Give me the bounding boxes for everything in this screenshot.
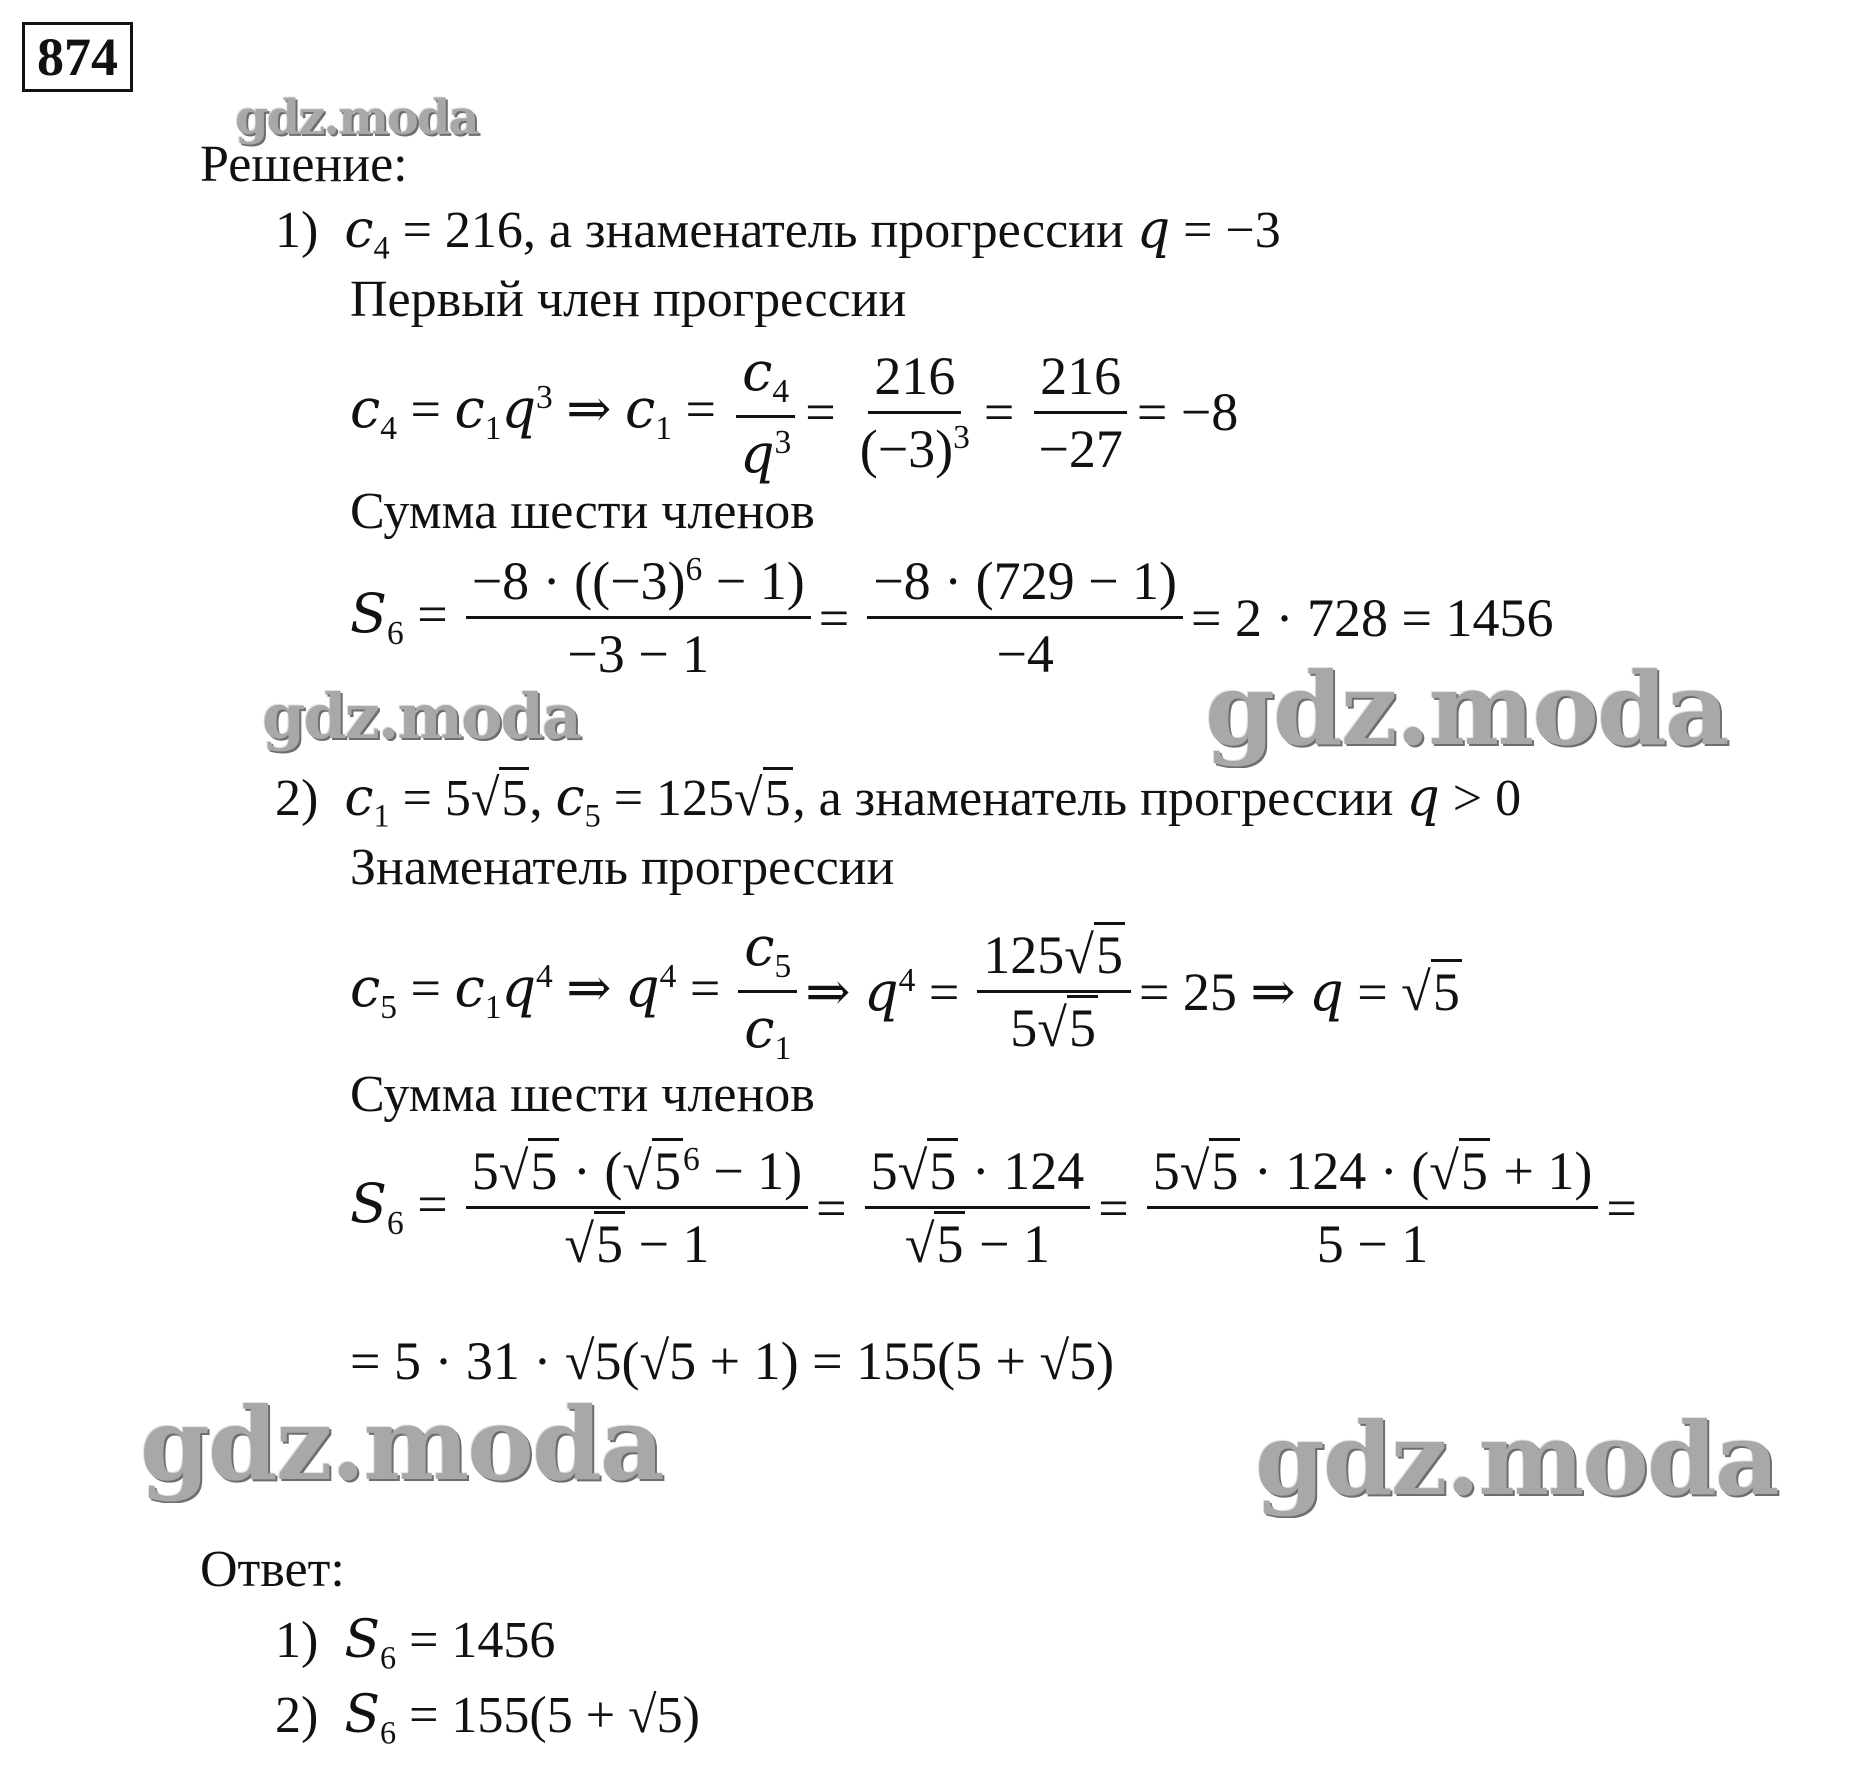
part2-sum-caption: Сумма шести членов: [350, 1066, 815, 1123]
solution-heading: Решение:: [200, 136, 408, 193]
watermark: gdz.moda: [262, 680, 580, 753]
watermark: gdz.moda: [140, 1385, 663, 1503]
part1-given-line: 1) $c_4 = 216$, a знаменатель прогрессии q = −3: [275, 200, 1281, 266]
part2-sum-formula: $S_6$ = $\frac{5√5 \cdot (√5^6 - 1)}{√5 - 1}$ = $\frac{5√5 \cdot 124}{√5 - 1}$ = $\frac{5√5 \cdot 124 \cdot (√5 + 1)}{5 - 1}$ =: [350, 1140, 1647, 1275]
watermark: gdz.moda: [1205, 650, 1728, 768]
part1-sum-result: = 2 · 728 = 1456: [1191, 587, 1554, 648]
part2-label: 2): [275, 770, 319, 827]
answer-1: 1) $S_6 = 1456$: [275, 1610, 556, 1676]
answer-2: 2) $S_6 = 155(5 + √5)$: [275, 1685, 700, 1751]
part1-first-term-caption: Первый член прогрессии: [350, 271, 907, 328]
part2-ratio-formula: $c_5 = c_1q^4$ ⇒ $q^4$ = $\frac{c_5}{c_1}$ ⇒ $q^4$ = $\frac{125√5}{5√5}$ = 25 ⇒ q = √5: [350, 915, 1460, 1067]
watermark: gdz.moda: [1255, 1400, 1778, 1518]
part2-given-text: a знаменатель прогрессии: [818, 770, 1394, 827]
part1-sum-formula: $S_6$ = $\frac{-8 \cdot ((-3)^6 - 1)}{-3 - 1}$ = $\frac{-8 \cdot (729 - 1)}{-4}$ = 2 · 728 = 1456: [350, 551, 1554, 684]
answer-heading: Ответ:: [200, 1541, 345, 1598]
part1-label: 1): [275, 202, 319, 259]
problem-number: 874: [22, 22, 133, 92]
part2-given-line: 2) $c_1 = 5√5$, $c_5 = 125√5$, a знаменатель прогрессии q > 0: [275, 768, 1522, 834]
part1-first-term-formula: $c_4 = c_1q^3$ ⇒ $c_1$ = $\frac{c_4}{q^3}$ = $\frac{216}{(-3)^3}$ = $\frac{216}{-27}$ = −8: [350, 340, 1239, 485]
part1-given-text: a знаменатель прогрессии: [548, 202, 1124, 259]
part2-sum-result: = 5 · 31 · √5(√5 + 1) = 155(5 + √5): [350, 1331, 1115, 1391]
part2-ratio-caption: Знаменатель прогрессии: [350, 839, 895, 896]
part1-sum-caption: Сумма шести членов: [350, 483, 815, 540]
watermark: gdz.moda: [235, 90, 478, 146]
